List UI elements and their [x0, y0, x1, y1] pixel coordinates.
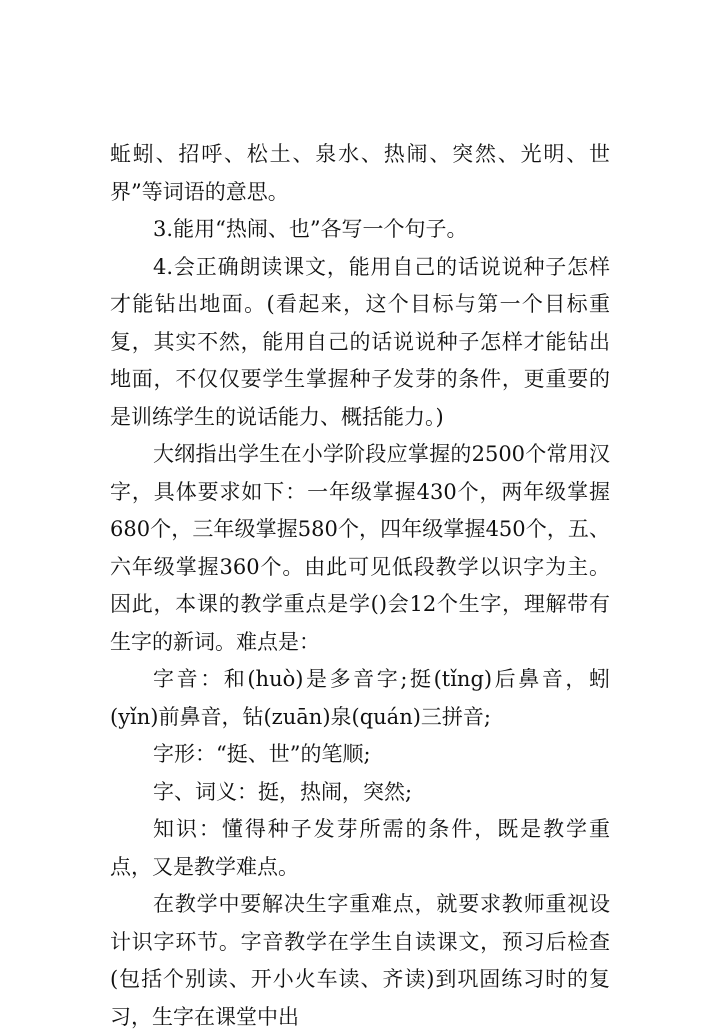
paragraph-2: 3.能用“热闹、也”各写一个句子。	[153, 217, 468, 241]
paragraph-6: 字形：“挺、世”的笔顺;	[153, 742, 371, 766]
paragraph-3: 4.会正确朗读课文，能用自己的话说说种子怎样才能钻出地面。(看起来，这个目标与第一个目标重复，其实不然，能用自己的话说说种子怎样才能钻出地面，不仅仅要学生掌握种子发芽的条件，更重要的是训练学生的说话能力、概括能力。)	[110, 254, 610, 429]
paragraph-1: 蚯蚓、招呼、松土、泉水、热闹、突然、光明、世界”等词语的意思。	[110, 142, 610, 204]
document-body	[110, 136, 610, 1036]
paragraph-9: 在教学中要解决生字重难点，就要求教师重视设计识字环节。字音教学在学生自读课文，预习后检查(包括个别读、开小火车读、齐读)到巩固练习时的复习，生字在课堂中出	[110, 892, 610, 1029]
paragraph-4: 大纲指出学生在小学阶段应掌握的2500个常用汉字，具体要求如下：一年级掌握430个，两年级掌握680个，三年级掌握580个，四年级掌握450个，五、六年级掌握360个。由此可见低段教学以识字为主。因此，本课的教学重点是学()会12个生字，理解带有生字的新词。难点是：	[110, 442, 610, 654]
paragraph-5: 字音：和(huò)是多音字;挺(tǐng)后鼻音，蚓(yǐn)前鼻音，钻(zuān)泉(quán)三拼音;	[110, 667, 610, 729]
paragraph-7: 字、词义：挺，热闹，突然;	[153, 779, 413, 804]
paragraph-8: 知识：懂得种子发芽所需的条件，既是教学重点，又是教学难点。	[110, 817, 610, 879]
